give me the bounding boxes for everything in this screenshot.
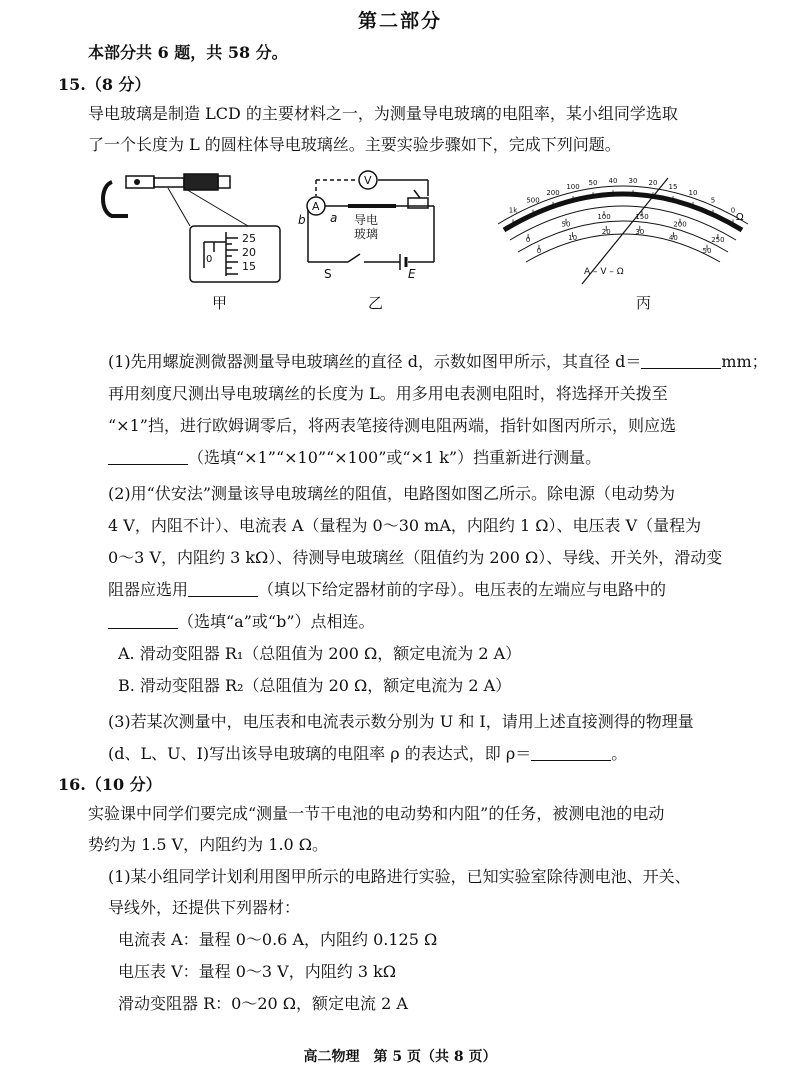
ohm-scale-label-2: 200 (546, 188, 560, 197)
q15-p1-line1 (108, 351, 788, 373)
q15-p1-line4 (108, 447, 788, 469)
q16-item-rheostat: 滑动变阻器 R：0～20 Ω，额定电流 2 A (118, 994, 408, 1013)
ac-scale-label-1: 10 (568, 234, 578, 243)
micrometer-tick-15: 15 (242, 260, 256, 273)
q15-p1-text: (1)先用螺旋测微器测量导电玻璃丝的直径 d，示数如图甲所示，其直径 d＝ (108, 352, 642, 371)
ac-scale-label-4: 40 (668, 234, 678, 243)
ammeter-label: A (312, 200, 320, 213)
dc-scale-label-4: 200 (673, 220, 687, 229)
micrometer-tick-20: 20 (242, 246, 256, 259)
answer-blank-range[interactable] (108, 448, 188, 465)
q15-p3-period: 。 (611, 744, 628, 763)
dial-mode-text: A – V – Ω (584, 267, 624, 277)
q15-p2-line4-a: 阻器应选用 (108, 580, 189, 599)
q15-p2-line4 (108, 579, 788, 601)
circuit-figure (296, 166, 446, 288)
q15-p1-line4-text: （选填“×1”“×10”“×100”或“×1 k”）挡重新进行测量。 (188, 448, 602, 467)
micrometer-figure (98, 166, 298, 288)
q15-intro-line2: 了一个长度为 L 的圆柱体导电玻璃丝。主要实验步骤如下，完成下列问题。 (88, 135, 621, 154)
q15-p2-line5-text: （选填“a”或“b”）点相连。 (178, 612, 375, 631)
sample-label-2: 玻璃 (354, 227, 379, 241)
q15-p1-line3: “×1”挡，进行欧姆调零后，将两表笔接待测电阻两端，指针如图丙所示，则应选 (108, 416, 676, 435)
q16-number: 16.（10 分） (58, 775, 162, 794)
dial-ticks (509, 177, 735, 255)
q15-p2-line1: (2)用“伏安法”测量该导电玻璃丝的阻值，电路图如图乙所示。除电源（电动势为 (108, 484, 676, 503)
figure-yi-label: 乙 (368, 294, 384, 312)
sample-label-1: 导电 (354, 213, 379, 227)
q15-p3-line2 (108, 743, 788, 765)
q16-item-ammeter: 电流表 A：量程 0～0.6 A，内阻约 0.125 Ω (118, 930, 438, 949)
dc-scale-label-1: 50 (561, 220, 571, 229)
q15-intro-line1: 导电玻璃是制造 LCD 的主要材料之一，为测量导电玻璃的电阻率，某小组同学选取 (88, 104, 678, 123)
dc-scale-label-2: 100 (597, 213, 611, 221)
micrometer-tick-25: 25 (242, 232, 256, 245)
q15-p1-line2: 再用刻度尺测出导电玻璃丝的长度为 L。用多用电表测电阻时，将选择开关拨至 (108, 384, 668, 403)
section-title: 第二部分 (357, 10, 442, 32)
q15-option-a: A. 滑动变阻器 R₁（总阻值为 200 Ω，额定电流为 2 A） (118, 644, 522, 663)
q15-number: 15.（8 分） (58, 75, 151, 94)
ohm-scale-label-4: 50 (588, 179, 598, 188)
q16-intro-line1: 实验课中同学们要完成“测量一节干电池的电动势和内阻”的任务，被测电池的电动 (88, 804, 665, 823)
ohm-scale-label-9: 10 (688, 188, 698, 197)
q16-intro-line2: 势约为 1.5 V，内阻约为 1.0 Ω。 (88, 835, 329, 854)
point-b-label: b (298, 213, 306, 227)
ac-scale-label-3: 30 (635, 227, 645, 236)
point-a-label: a (330, 211, 338, 225)
ohm-scale-label-3: 100 (566, 183, 580, 192)
multimeter-figure (488, 166, 758, 292)
q15-option-b: B. 滑动变阻器 R₂（总阻值为 20 Ω，额定电流为 2 A） (118, 676, 512, 695)
dc-scale-label-3: 150 (635, 213, 649, 221)
switch-label: S (324, 267, 332, 281)
dc-scale-label-5: 250 (711, 236, 725, 244)
section-intro: 本部分共 6 题，共 58 分。 (88, 43, 288, 62)
q16-p1-line2: 导线外，还提供下列器材： (108, 898, 301, 917)
ohm-scale-label-5: 40 (608, 177, 618, 186)
ohm-scale-label-11: 0 (730, 206, 736, 215)
ohm-scale-label-8: 15 (668, 183, 678, 192)
ac-scale-label-0: 0 (536, 246, 542, 255)
answer-blank-rheostat[interactable] (188, 580, 258, 597)
q16-item-voltmeter: 电压表 V：量程 0～3 V，内阻约 3 kΩ (118, 962, 397, 981)
page-footer: 高二物理 第 5 页（共 8 页） (303, 1049, 497, 1065)
q15-p3-line1: (3)若某次测量中，电压表和电流表示数分别为 U 和 I，请用上述直接测得的物理量 (108, 712, 694, 731)
figure-bing-label: 丙 (636, 294, 652, 312)
ac-scale-label-5: 50 (702, 246, 712, 255)
ohm-scale-label-6: 30 (628, 177, 638, 186)
emf-label: E (408, 267, 416, 281)
ohm-scale-label-1: 500 (526, 196, 540, 205)
answer-blank-point[interactable] (108, 612, 178, 629)
ohm-symbol: Ω (736, 212, 744, 223)
q15-p2-line5 (108, 611, 788, 633)
q16-p1-line1: (1)某小组同学计划利用图甲所示的电路进行实验，已知实验室除待测电池、开关、 (108, 867, 691, 886)
micrometer-zero: 0 (206, 254, 213, 265)
ohm-scale-label-0: 1k (508, 206, 518, 215)
q15-p2-line2: 4 V，内阻不计）、电流表 A（量程为 0～30 mA，内阻约 1 Ω）、电压表 V（量程为 (108, 516, 702, 535)
ohm-scale-label-7: 20 (648, 179, 658, 188)
answer-blank-diameter[interactable] (641, 352, 721, 369)
voltmeter-label: V (364, 174, 372, 187)
q15-p2-line3: 0～3 V，内阻约 3 kΩ）、待测导电玻璃丝（阻值约为 200 Ω）、导线、开关外，滑动变 (108, 548, 723, 567)
q15-p3-line2-text: (d、L、U、I)写出该导电玻璃的电阻率 ρ 的表达式，即 ρ＝ (108, 744, 532, 763)
ohm-scale-label-10: 5 (710, 196, 716, 205)
q15-p2-line4-b: （填以下给定器材前的字母）。电压表的左端应与电路中的 (258, 580, 667, 599)
dc-scale-label-0: 0 (525, 236, 531, 244)
figure-jia-label: 甲 (212, 294, 228, 312)
q15-p1-unit: mm； (721, 352, 768, 371)
q15-figures (88, 166, 768, 316)
ac-scale-label-2: 20 (601, 227, 611, 236)
answer-blank-resistivity[interactable] (531, 744, 611, 761)
